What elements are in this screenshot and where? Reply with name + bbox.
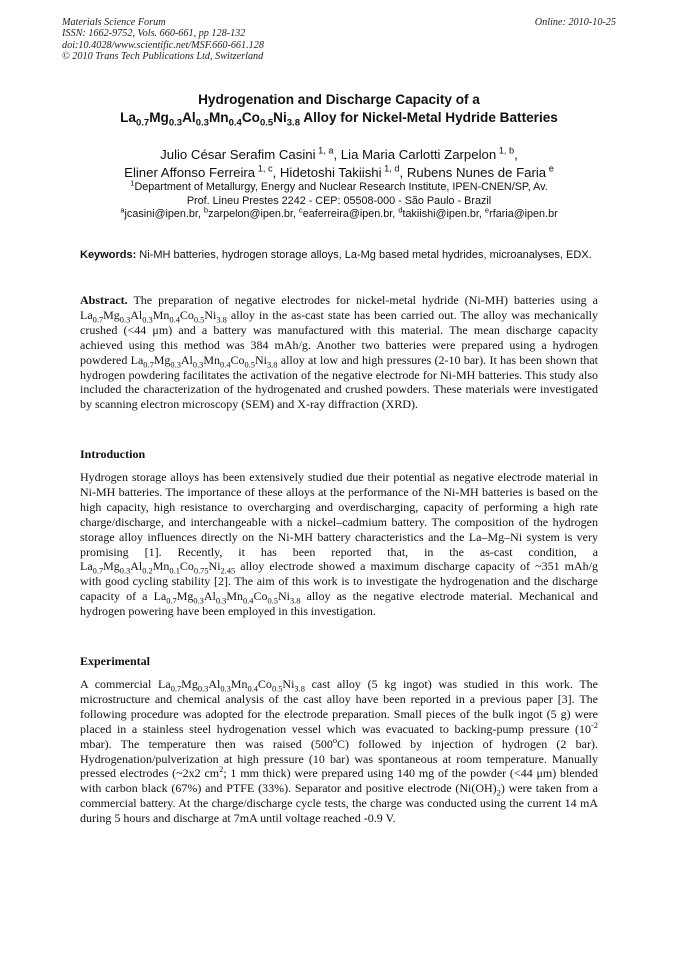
title-line-1: Hydrogenation and Discharge Capacity of a [198,92,480,107]
abstract: Abstract. The preparation of negative electrodes for nickel-metal hydride (Ni-MH) batteries using a $La_{0.7}Mg_{0.3}Al_{0.3}Mn_{0.4}Co_{0.5}Ni_{3.8}$ alloy in the as-cast state has been carried out. The alloy was mechanically crushed (<44 μm) and a battery was manufactured with this material. The mean discharge capacity achieved using this method was 384 mAh/g. Another two batteries were prepared using a hydrogen powdered $La_{0.7}Mg_{0.3}Al_{0.3}Mn_{0.4}Co_{0.5}Ni_{3.8}$ alloy at low and high pressures (2-10 bar). It has been shown that hydrogen powdering facilitates the activation of the negative electrode for Ni-MH batteries. This study also included the characterization of the hydrogenated and crushed powders. These materials were investigated by scanning electron microscopy (SEM) and X-ray diffraction (XRD). [80,293,598,412]
journal-header [62,17,616,63]
journal-name: Materials Science Forum [62,17,166,28]
journal-issn: ISSN: 1662-9752, Vols. 660-661, pp 128-132 [62,28,246,40]
author-line-2: Eliner Affonso Ferreira $^{1, c}$, Hidetoshi Takiishi $^{1, d}$, Rubens Nunes de Faria $^e$ [124,163,554,180]
author-list [62,146,616,181]
affiliation-line-2: Prof. Lineu Prestes 2242 - CEP: 05508-000 - São Paulo - Brazil [186,194,492,207]
author-emails: $^a$jcasini@ipen.br, $^b$zarpelon@ipen.br, $^c$eaferreira@ipen.br, $^d$takiishi@ipen.br, $^e$rfaria@ipen.br [120,205,558,221]
affiliation [62,178,616,222]
journal-doi: doi:10.4028/www.scientific.net/MSF.660-661.128 [62,39,264,51]
online-date: Online: 2010-10-25 [534,17,616,28]
journal-copyright: © 2010 Trans Tech Publications Ltd, Switzerland [62,51,264,63]
keywords: Keywords: Ni-MH batteries, hydrogen storage alloys, La-Mg based metal hydrides, microanalyses, EDX. [80,249,592,261]
introduction-heading: Introduction [80,447,146,461]
paper-title [62,91,616,129]
introduction-body: Hydrogen storage alloys has been extensively studied due their potential as negative electrode material in Ni-MH batteries. The importance of these alloys at the performance of the Ni-MH batteries is based on the high capacity, high resistance to overcharging and overdischarging, capacity of performing a high rate charge/discharge, and interchangeable with a nickel–cadmium battery. The composition of the hydrogen storage alloy influences directly on the Ni-MH battery characteristics and the La–Mg–Ni system is very promising [1]. Recently, it has been reported that, in the as-cast condition, a $La_{0.7}Mg_{0.3}Al_{0.2}Mn_{0.1}Co_{0.75}Ni_{2.45}$ alloy electrode showed a maximum discharge capacity of ~351 mAh/g with good cycling stability [2]. The aim of this work is to investigate the hydrogenation and the discharge capacity of a $La_{0.7}Mg_{0.3}Al_{0.3}Mn_{0.4}Co_{0.5}Ni_{3.8}$ alloy as the negative electrode material. Mechanical and hydrogen powering have been employed in this investigation. [80,470,599,619]
experimental-heading: Experimental [80,654,150,668]
experimental-body: A commercial $La_{0.7}Mg_{0.3}Al_{0.3}Mn_{0.4}Co_{0.5}Ni_{3.8}$ cast alloy (5 kg ingot) was studied in this work. The microstructure and chemical analysis of the cast alloy have been reported in a previous paper [3]. The following procedure was adopted for the electrode preparation. Small pieces of the bulk ingot (5 g) were placed in a stainless steel hydrogenation vessel which was evacuated to backing-pump pressure ($10^{-2}$ mbar). The temperature then was raised (500$^o$C) followed by injection of hydrogen (2 bar). Hydrogenation/pulverization at high pressure (10 bar) was spontaneous at room temperature. Manually pressed electrodes (~2x2 $cm^2$; 1 mm thick) were prepared using 140 mg of the powder (<44 μm) blended with carbon black (67%) and PTFE (33%). Separator and positive electrode $(Ni(OH)_2)$ were taken from a commercial battery. At the charge/discharge cycle tests, the charge was conducted using the current 14 mA during 5 hours and discharge at 7mA until voltage reached -0.9 V. [80,677,599,826]
affiliation-line-1: $^1$Department of Metallurgy, Energy and Nuclear Research Institute, IPEN-CNEN/SP, Av. [130,178,548,193]
author-line-1: Julio César Serafim Casini $^{1, a}$, Lia Maria Carlotti Zarpelon $^{1, b}$, [160,145,518,162]
title-line-2: $La_{0.7}Mg_{0.3}Al_{0.3}Mn_{0.4}Co_{0.5}Ni_{3.8}$ Alloy for Nickel-Metal Hydride Batteries [120,109,558,129]
